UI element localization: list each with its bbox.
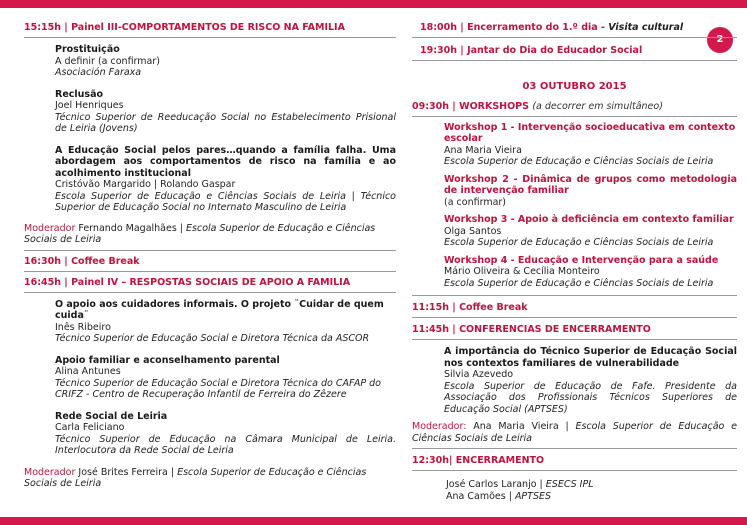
moderator-conference [412, 421, 737, 444]
date-heading: 03 OUTUBRO 2015 [522, 81, 627, 92]
moderator-label: Moderador [24, 222, 76, 234]
session-title: O apoio aos cuidadores informais. O projeto ¨Cuidar de quem cuida¨ [55, 298, 384, 321]
encerramento-header: 12:30h| ENCERRAMENTO [412, 455, 545, 466]
workshop-org: Escola Superior de Educação e Ciências Sociais de Leiria [444, 237, 714, 248]
divider [412, 448, 737, 449]
workshop-title: Workshop 3 - Apoio à deficiência em contexto familiar [444, 214, 734, 225]
divider [24, 250, 396, 251]
session-rede-social [24, 411, 396, 457]
session-speaker: A definir (a confirmar) [55, 55, 160, 67]
top-band [0, 0, 747, 8]
closing-speaker-org: APTSES [514, 490, 552, 502]
panel-iv-header: 16:45h | Painel IV – RESPOSTAS SOCIAIS DE APOIO A FAMILIA [24, 276, 351, 288]
workshop-speaker: Ana Maria Vieira [444, 144, 522, 156]
moderator-name: Fernando Magalhães | [78, 222, 184, 234]
divider [24, 292, 396, 293]
workshop-3 [412, 214, 737, 249]
panel-iii-header: 15:15h | Painel III-COMPORTAMENTOS DE RISCO NA FAMILIA [24, 22, 345, 33]
closing-speaker-name: José Carlos Laranjo | [446, 479, 543, 490]
moderator-panel-iv [24, 467, 396, 490]
bottom-band [0, 517, 747, 525]
session-prostituicao [24, 44, 396, 79]
workshop-title: Workshop 4 - Educação e Intervenção para a saúde [444, 254, 719, 266]
divider [412, 37, 737, 38]
divider [412, 295, 737, 296]
divider [24, 271, 396, 272]
session-reclusao [24, 89, 396, 135]
session-org: Escola Superior de Educação e Ciências Sociais de Leiria | Técnico Superior de Educação Social no Internato Masculino de Leiria [55, 190, 396, 213]
workshops-title: 09:30h | WORKSHOPS [412, 100, 529, 112]
session-org: Asociación Faraxa [55, 67, 142, 78]
conferencias-header: 11:45h | CONFERENCIAS DE ENCERRAMENTO [412, 324, 651, 335]
session-org: Técnico Superior de Educação Social e Diretora Técnica da ASCOR [55, 333, 370, 344]
session-title: Prostituição [55, 44, 120, 55]
moderator-label: Moderador: [412, 421, 467, 432]
divider [412, 339, 737, 340]
session-org: Técnico Superior de Educação na Câmara Municipal de Leiria. Interlocutora da Rede Social de Leiria [55, 433, 396, 456]
session-title: Reclusão [55, 88, 104, 100]
divider [24, 37, 396, 38]
conference-talk [412, 346, 737, 415]
moderator-label: Moderador [24, 466, 76, 478]
divider [412, 317, 737, 318]
jantar: 19:30h | Jantar do Dia do Educador Social [420, 45, 643, 56]
closing-speaker [412, 491, 737, 503]
workshop-speaker: (a confirmar) [444, 196, 507, 208]
workshop-org: Escola Superior de Educação e Ciências Sociais de Leiria [444, 156, 714, 167]
session-title: Apoio familiar e aconselhamento parental [55, 354, 280, 366]
session-org: Técnico Superior de Reeducação Social no Estabelecimento Prisional de Leiria (Jovens) [55, 111, 396, 134]
moderator-org: Escola Superior de Educação e Ciências Sociais de Leiria [412, 421, 737, 444]
session-title: A Educação Social pelos pares…quando a família falha. Uma abordagem aos comportamentos de risco na família e ao acolhimento institucional [55, 144, 396, 179]
workshops-header [412, 101, 737, 113]
workshop-title: Workshop 2 - Dinâmica de grupos como metodologia de intervenção familiar [444, 173, 737, 196]
page-number-badge: 2 [707, 27, 733, 53]
session-apoio-familiar [24, 355, 396, 401]
divider [412, 60, 737, 61]
session-speaker: Cristóvão Margarido | Rolando Gaspar [55, 179, 236, 190]
coffee-break-2: 11:15h | Coffee Break [412, 302, 528, 313]
session-speaker: Inês Ribeiro [55, 321, 111, 333]
moderator-panel-iii [24, 223, 396, 246]
closing-speaker [412, 479, 737, 491]
encerramento-dia [412, 22, 737, 34]
moderator-name: José Brites Ferreira | [78, 466, 175, 478]
left-column [24, 22, 396, 490]
workshop-1 [412, 122, 737, 168]
divider [412, 116, 737, 117]
moderator-name: Ana Maria Vieira | [473, 421, 569, 432]
conference-org: Escola Superior de Educação de Fafe. Presidente da Associação dos Profissionais Técnicos Superiores de Educação Social (APTSES) [444, 380, 737, 415]
closing-speaker-name: Ana Camões | [446, 490, 512, 502]
workshop-speaker: Mário Oliveira & Cecília Monteiro [444, 266, 600, 277]
encerramento-time: 18:00h | Encerramento do 1.º dia - [420, 22, 605, 33]
workshop-title: Workshop 1 - Intervenção socioeducativa em contexto escolar [444, 121, 736, 144]
coffee-break-1: 16:30h | Coffee Break [24, 255, 140, 267]
closing-speaker-org: ESECS IPL [545, 479, 594, 490]
session-educacao [24, 145, 396, 214]
conference-title: A importância do Técnico Superior de Educação Social nos contextos familiares de vulnerabilidade [444, 346, 737, 369]
session-org: Técnico Superior de Educação Social e Diretora Técnica do CAFAP do CRIFZ - Centro de Recuperação Infantil de Ferreira do Zêzere [55, 377, 381, 400]
workshops-note: (a decorrer em simultâneo) [532, 100, 663, 112]
session-speaker: Carla Feliciano [55, 422, 125, 433]
encerramento-note: Visita cultural [608, 22, 684, 33]
session-title: Rede Social de Leiria [55, 410, 168, 422]
workshop-org: Escola Superior de Educação e Ciências Sociais de Leiria [444, 277, 714, 289]
moderator-org: Escola Superior de Educação e Ciências Sociais de Leiria [24, 466, 367, 489]
workshop-speaker: Olga Santos [444, 225, 502, 237]
right-column [412, 22, 737, 502]
session-speaker: Alina Antunes [55, 366, 121, 377]
workshop-4 [412, 255, 737, 290]
session-apoio-cuidadores [24, 299, 396, 345]
divider [412, 470, 737, 471]
moderator-org: Escola Superior de Educação e Ciências Sociais de Leiria [24, 222, 376, 245]
session-speaker: Joel Henriques [55, 100, 124, 111]
workshop-2 [412, 174, 737, 209]
conference-speaker: Silvia Azevedo [444, 369, 514, 380]
